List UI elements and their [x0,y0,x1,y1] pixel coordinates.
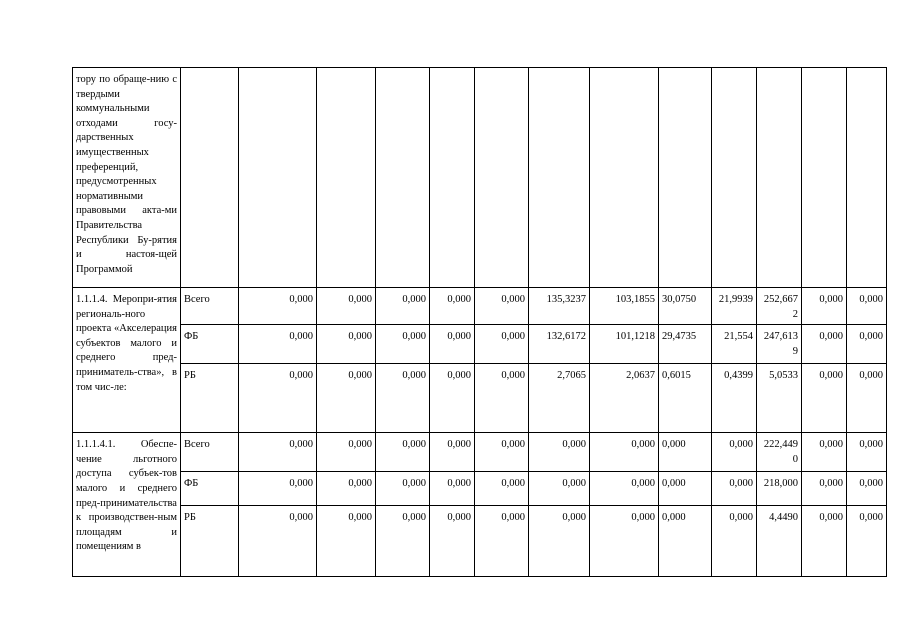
value-cell: 29,4735 [659,325,712,364]
value-cell: 0,000 [317,325,376,364]
value-cell: 0,000 [475,506,529,577]
value-cell: 0,000 [590,472,659,506]
empty-cell [847,68,887,288]
value-cell: 0,000 [529,472,590,506]
table-row [73,364,887,433]
value-cell: 135,3237 [529,288,590,325]
value-cell: 0,000 [239,433,317,472]
value-cell: 103,1855 [590,288,659,325]
empty-cell [712,68,757,288]
empty-cell [317,68,376,288]
value-cell: 132,6172 [529,325,590,364]
value-cell: 0,000 [376,506,430,577]
value-cell: 0,000 [317,506,376,577]
value-cell: 0,000 [239,506,317,577]
value-cell: 0,000 [317,288,376,325]
table-row [73,325,887,364]
table-body [73,68,887,577]
value-cell: 0,000 [659,472,712,506]
value-cell: 0,000 [712,433,757,472]
value-cell: 0,000 [475,325,529,364]
value-cell: 21,9939 [712,288,757,325]
value-cell: 247,613 9 [757,325,802,364]
value-cell: 0,000 [529,433,590,472]
value-cell: 0,000 [239,288,317,325]
value-cell: 0,000 [430,364,475,433]
value-cell: 0,000 [376,472,430,506]
value-cell: 0,000 [590,433,659,472]
value-cell: 0,000 [847,288,887,325]
value-cell: 0,000 [317,472,376,506]
activity-description: 1.1.1.4. Меропри-ятия региональ-ного проекта «Акселерация субъектов малого и среднего пред-приниматель-ства», в том чис-ле: [73,288,181,433]
value-cell: 0,000 [239,325,317,364]
value-cell: 0,000 [529,506,590,577]
activity-description: 1.1.1.4.1. Обеспе-чение льготного доступа субъек-тов малого и среднего пред-принимательства к производствен-ным площадям и помещениям в [73,433,181,577]
value-cell: 0,000 [712,472,757,506]
value-cell: 0,000 [847,472,887,506]
value-cell: 218,000 [757,472,802,506]
value-cell: 0,000 [802,288,847,325]
value-cell: 0,000 [430,325,475,364]
table-row [73,288,887,325]
value-cell: 2,0637 [590,364,659,433]
value-cell: 0,000 [430,506,475,577]
empty-cell [181,68,239,288]
empty-cell [376,68,430,288]
funding-source: Всего [181,288,239,325]
value-cell: 0,000 [475,433,529,472]
value-cell: 0,000 [802,364,847,433]
value-cell: 0,000 [590,506,659,577]
value-cell: 0,000 [659,506,712,577]
value-cell: 0,000 [847,364,887,433]
value-cell: 0,000 [475,472,529,506]
empty-cell [590,68,659,288]
value-cell: 5,0533 [757,364,802,433]
value-cell: 0,000 [317,364,376,433]
value-cell: 0,000 [430,288,475,325]
funding-source: РБ [181,364,239,433]
value-cell: 0,4399 [712,364,757,433]
value-cell: 0,000 [430,433,475,472]
value-cell: 0,000 [376,433,430,472]
empty-cell [430,68,475,288]
value-cell: 0,000 [847,325,887,364]
table-row [73,433,887,472]
value-cell: 30,0750 [659,288,712,325]
empty-cell [659,68,712,288]
value-cell: 0,000 [239,364,317,433]
value-cell: 0,000 [847,506,887,577]
value-cell: 0,000 [475,364,529,433]
value-cell: 4,4490 [757,506,802,577]
value-cell: 0,000 [659,433,712,472]
value-cell: 252,667 2 [757,288,802,325]
continuation-row [73,68,887,288]
value-cell: 0,000 [475,288,529,325]
funding-source: Всего [181,433,239,472]
empty-cell [757,68,802,288]
funding-source: РБ [181,506,239,577]
value-cell: 0,000 [317,433,376,472]
continuation-description: тору по обраще-нию с твердыми коммунальными отходами госу-дарственных имущественных преференций, предусмотренных нормативными правовыми акта-ми Правительства Республики Бу-рятия и настоя-щей Программой [73,68,181,288]
value-cell: 0,000 [430,472,475,506]
value-cell: 0,000 [376,288,430,325]
table-row [73,506,887,577]
value-cell: 0,000 [802,472,847,506]
empty-cell [529,68,590,288]
value-cell: 2,7065 [529,364,590,433]
value-cell: 0,000 [239,472,317,506]
value-cell: 0,000 [376,325,430,364]
value-cell: 222,449 0 [757,433,802,472]
empty-cell [802,68,847,288]
value-cell: 0,000 [847,433,887,472]
value-cell: 0,000 [802,325,847,364]
funding-source: ФБ [181,472,239,506]
value-cell: 21,554 [712,325,757,364]
empty-cell [239,68,317,288]
empty-cell [475,68,529,288]
budget-table [72,67,887,577]
value-cell: 0,000 [802,506,847,577]
value-cell: 0,000 [802,433,847,472]
value-cell: 0,000 [712,506,757,577]
value-cell: 0,6015 [659,364,712,433]
table-row [73,472,887,506]
value-cell: 0,000 [376,364,430,433]
value-cell: 101,1218 [590,325,659,364]
funding-source: ФБ [181,325,239,364]
